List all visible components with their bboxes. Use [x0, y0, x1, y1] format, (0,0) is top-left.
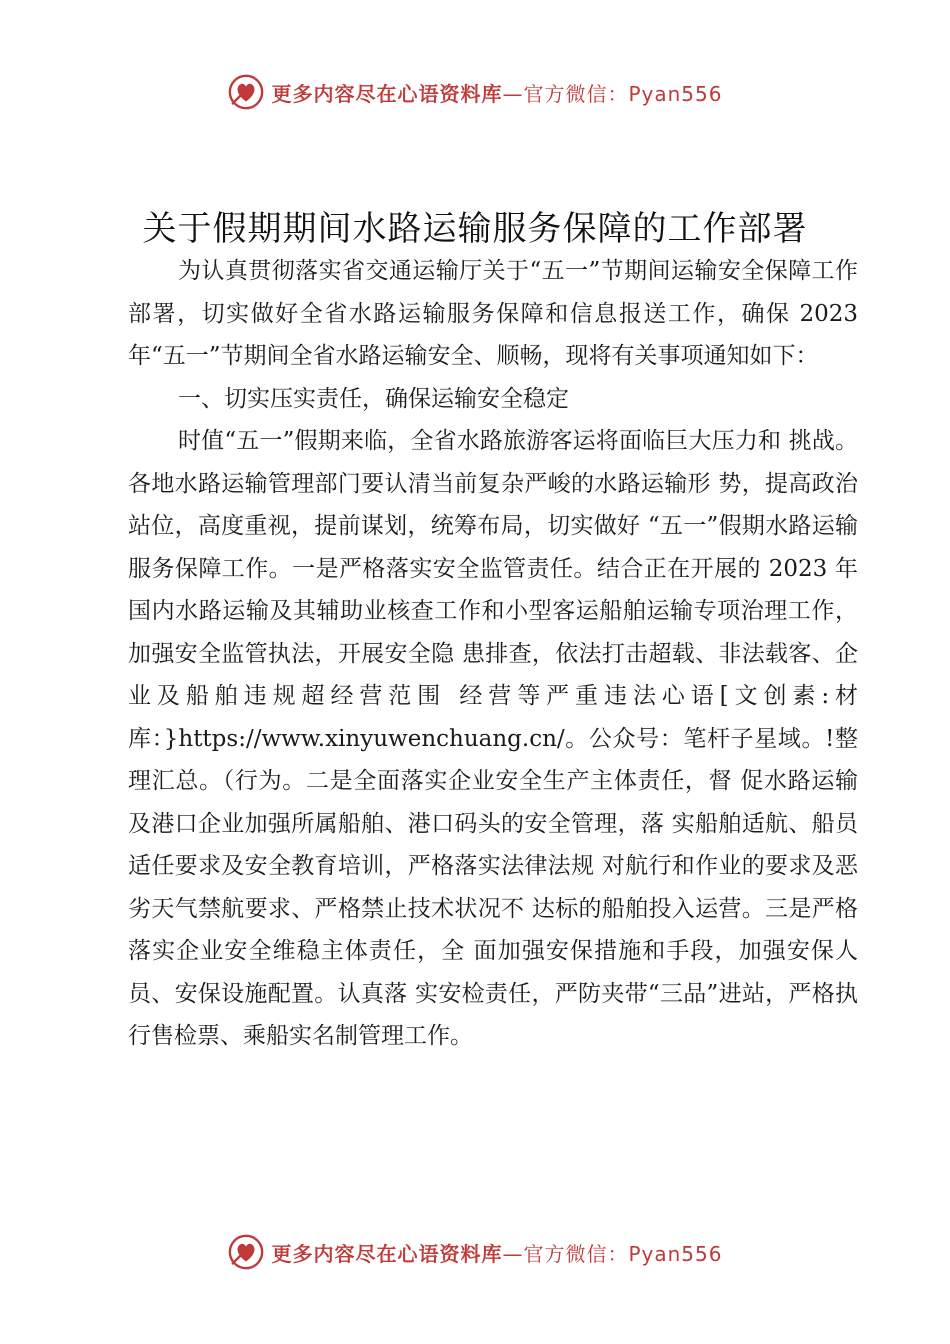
banner-separator: —: [502, 1241, 524, 1266]
section1-paragraph: 时值“五一”假期来临，全省水路旅游客运将面临巨大压力和 挑战。各地水路运输管理部门要认清当前复杂严峻的水路运输形 势，提高政治站位，高度重视，提前谋划，统筹布局，切实做好 “五一”假期水路运输服务保障工作。一是严格落实安全监管责任。结合正在开展的 2023 年国内水路运输及其辅助业核查工作和小型客运船舶运输专项治理工作，加强安全监管执法，开展安全隐 患排查，依法打击超载、非法载客、企业及船舶违规超经营范围 经营等严重违法心语[文创素:材库：}https://www.xinyuwenchuang.cn/。公众号：笔杆子星域。!整理汇总。（行为。二是全面落实企业安全生产主体责任，督 促水路运输及港口企业加强所属船舶、港口码头的安全管理，落 实船舶适航、船员适任要求及安全教育培训，严格落实法律法规 对航行和作业的要求及恶劣天气禁航要求、严格禁止技术状况不 达标的船舶投入运营。三是严格落实企业安全维稳主体责任，全 面加强安保措施和手段，加强安保人员、安保设施配置。认真落 实安检责任，严防夹带“三品”进站，严格执行售检票、乘船实名制管理工作。: [128, 428, 858, 1049]
banner-separator: —: [502, 81, 524, 106]
heart-rose-logo-icon: [227, 1233, 265, 1271]
header-banner: [0, 70, 950, 114]
section1-heading: 一、切实压实责任，确保运输安全稳定: [178, 385, 569, 412]
document-title: 关于假期期间水路运输服务保障的工作部署: [142, 208, 808, 249]
heart-rose-logo-icon: [227, 73, 265, 111]
banner-text: [271, 78, 722, 107]
banner-site-text: 更多内容尽在心语资料库: [271, 1241, 503, 1266]
intro-paragraph: 为认真贯彻落实省交通运输厅关于“五一”节期间运输安全保障工作部署，切实做好全省水路运输服务保障和信息报送工作，确保 2023 年“五一”节期间全省水路运输安全、顺畅，现将有关事项通知如下：: [128, 258, 858, 369]
document-body: [128, 250, 858, 1058]
footer-banner: [0, 1230, 950, 1274]
banner-wechat-text: 官方微信：Pyan556: [523, 1241, 723, 1266]
banner-site-text: 更多内容尽在心语资料库: [271, 81, 503, 106]
banner-text: [271, 1238, 722, 1267]
banner-wechat-text: 官方微信：Pyan556: [523, 81, 723, 106]
